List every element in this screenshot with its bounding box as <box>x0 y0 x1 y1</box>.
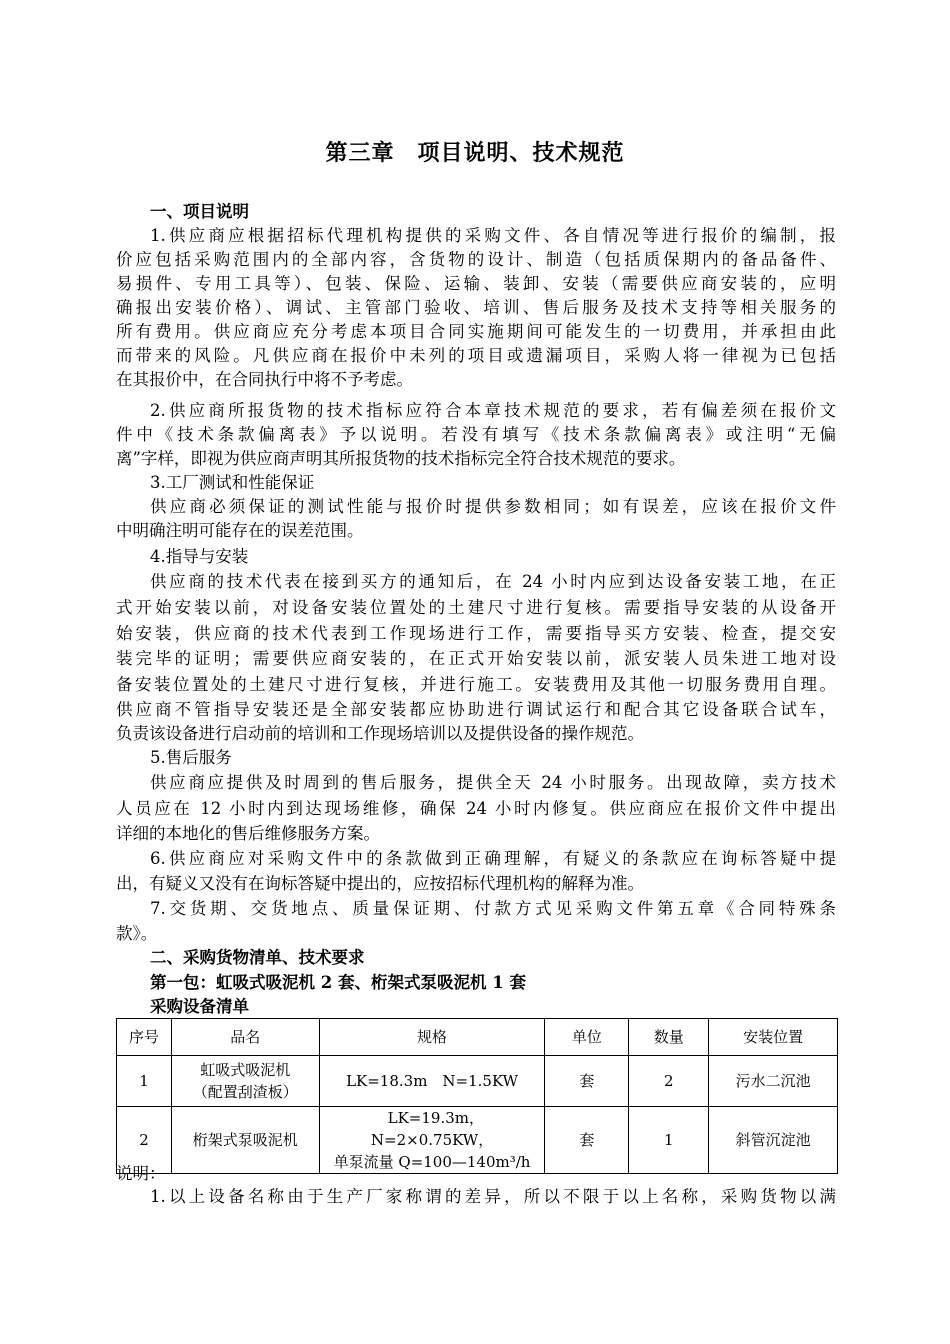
paragraph-line: 7.交货期、交货地点、质量保证期、付款方式见采购文件第五章《合同特殊条 <box>150 899 836 918</box>
cell-unit: 套 <box>545 1107 629 1174</box>
paragraph-line: 备安装位置处的土建尺寸进行复核，并进行施工。安装费用及其他一切服务费用自理。 <box>116 675 836 694</box>
paragraph-line: 离”字样，即视为供应商声明其所报货物的技术指标完全符合技术规范的要求。 <box>116 449 686 468</box>
paragraph-line: 2.供应商所报货物的技术指标应符合本章技术规范的要求，若有偏差须在报价文 <box>150 401 836 420</box>
header-cell: 数量 <box>629 1019 709 1056</box>
equipment-table <box>116 1018 838 1174</box>
section-2-heading: 二、采购货物清单、技术要求 <box>150 948 365 967</box>
item-heading: 5.售后服务 <box>150 748 232 767</box>
cell-qty: 2 <box>629 1056 709 1107</box>
cell-name-line: （配置刮渣板） <box>192 1083 298 1101</box>
paragraph-line: 供应商的技术代表在接到买方的通知后，在 24 小时内应到达设备安装工地，在正 <box>150 572 836 591</box>
cell-location: 斜管沉淀池 <box>709 1107 838 1174</box>
paragraph-line: 式开始安装以前，对设备安装位置处的土建尺寸进行复核。需要指导安装的从设备开 <box>116 598 836 617</box>
cell-spec-line: LK=19.3m， N=2×0.75KW， <box>370 1109 494 1149</box>
paragraph-line: 详细的本地化的售后维修服务方案。 <box>116 824 380 843</box>
list-title: 采购设备清单 <box>150 997 249 1016</box>
paragraph-line: 所有费用。供应商应充分考虑本项目合同实施期间可能发生的一切费用，并承担由此 <box>116 322 836 341</box>
cell-unit: 套 <box>545 1056 629 1107</box>
table-row <box>117 1056 838 1107</box>
header-cell: 规格 <box>319 1019 545 1056</box>
chapter-title: 第三章 项目说明、技术规范 <box>325 140 625 166</box>
section-1-heading: 一、项目说明 <box>150 202 249 221</box>
paragraph-line: 在其报价中，在合同执行中将不予考虑。 <box>116 370 413 389</box>
cell-name-line: 虹吸式吸泥机 <box>200 1061 291 1079</box>
cell-name <box>171 1056 319 1107</box>
header-cell: 品名 <box>171 1019 319 1056</box>
paragraph-line: 易损件、专用工具等）、包装、保险、运输、装卸、安装（需要供应商安装的，应明 <box>116 274 836 293</box>
paragraph-line: 始安装，供应商的技术代表到工作现场进行工作，需要指导买方安装、检查，提交安 <box>116 624 836 643</box>
paragraph-line: 件中《技术条款偏离表》予以说明。若没有填写《技术条款偏离表》或注明“无偏 <box>116 425 836 444</box>
paragraph-line: 1.供应商应根据招标代理机构提供的采购文件、各自情况等进行报价的编制，报 <box>150 226 836 245</box>
cell-name: 桁架式泵吸泥机 <box>171 1107 319 1174</box>
cell-no: 2 <box>117 1107 172 1174</box>
paragraph-line: 装完毕的证明；需要供应商安装的，在正式开始安装以前，派安装人员朱进工地对设 <box>116 649 836 668</box>
paragraph-line: 确报出安装价格）、调试、主管部门验收、培训、售后服务及技术支持等相关服务的 <box>116 298 836 317</box>
note-line: 1.以上设备名称由于生产厂家称谓的差异，所以不限于以上名称，采购货物以满 <box>150 1187 836 1206</box>
cell-spec <box>319 1107 545 1174</box>
paragraph-line: 负责该设备进行启动前的培训和工作现场培训以及提供设备的操作规范。 <box>116 724 644 743</box>
paragraph-line: 供应商不管指导安装还是全部安装都应协助进行调试运行和配合其它设备联合试车， <box>116 700 836 719</box>
package-heading: 第一包：虹吸式吸泥机 2 套、桁架式泵吸泥机 1 套 <box>150 973 526 992</box>
item-heading: 3.工厂测试和性能保证 <box>150 473 315 492</box>
notes-label: 说明： <box>116 1164 166 1183</box>
cell-qty: 1 <box>629 1107 709 1174</box>
table-header-row <box>117 1019 838 1056</box>
paragraph-line: 款》。 <box>116 924 158 943</box>
paragraph-line: 出，有疑义又没有在询标答疑中提出的，应按招标代理机构的解释为准。 <box>116 874 644 893</box>
item-heading: 4.指导与安装 <box>150 547 249 566</box>
cell-no: 1 <box>117 1056 172 1107</box>
paragraph-line: 而带来的风险。凡供应商在报价中未列的项目或遗漏项目，采购人将一律视为已包括 <box>116 346 836 365</box>
cell-spec: LK=18.3m N=1.5KW <box>319 1056 545 1107</box>
cell-location: 污水二沉池 <box>709 1056 838 1107</box>
paragraph-line: 6.供应商应对采购文件中的条款做到正确理解，有疑义的条款应在询标答疑中提 <box>150 849 836 868</box>
paragraph-line: 人员应在 12 小时内到达现场维修，确保 24 小时内修复。供应商应在报价文件中提出 <box>116 799 836 818</box>
header-cell: 单位 <box>545 1019 629 1056</box>
paragraph-line: 供应商应提供及时周到的售后服务，提供全天 24 小时服务。出现故障，卖方技术 <box>150 773 836 792</box>
header-cell: 序号 <box>117 1019 172 1056</box>
header-cell: 安装位置 <box>709 1019 838 1056</box>
paragraph-line: 中明确注明可能存在的误差范围。 <box>116 521 364 540</box>
paragraph-line: 价应包括采购范围内的全部内容，含货物的设计、制造（包括质保期内的备品备件、 <box>116 250 836 269</box>
table-row <box>117 1107 838 1174</box>
paragraph-line: 供应商必须保证的测试性能与报价时提供参数相同；如有误差，应该在报价文件 <box>150 497 836 516</box>
cell-spec-line: 单泵流量 Q=100—140m³/h <box>333 1153 531 1171</box>
